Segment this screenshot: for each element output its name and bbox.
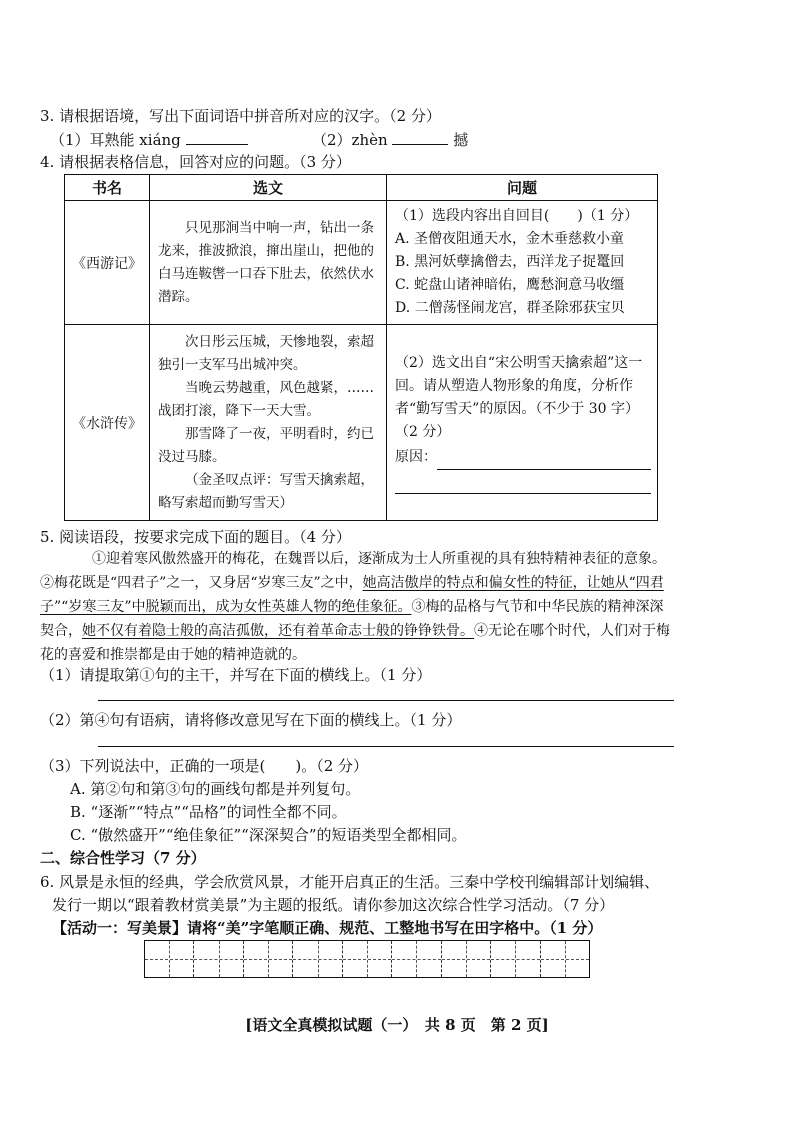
table-row <box>65 325 658 521</box>
grid-cell[interactable] <box>491 941 540 977</box>
grid-cell[interactable] <box>442 941 491 977</box>
passage-part-1: ①迎着寒风傲然盛开的梅花，在魏晋以后，逐渐成为士人所重视的具有独特精神表征的意象。②梅花既是“四君子”之一，又身居“岁寒三友”之中， <box>40 551 666 591</box>
q5-sub-3: （3）下列说法中，正确的一项是( )。（2 分） <box>40 757 369 775</box>
q6-line-2: 发行一期以“跟着教材赏美景”为主题的报纸。请你参加这次综合性学习活动。（7 分） <box>52 896 615 914</box>
grid-cell[interactable] <box>194 941 243 977</box>
option-a[interactable]: A. 圣僧夜阻通天水，金木垂慈救小童 <box>395 231 625 247</box>
excerpt-xiyouji <box>150 201 387 325</box>
q3-title: 3. 请根据语境，写出下面词语中拼音所对应的汉字。（2 分） <box>40 107 441 125</box>
header-excerpt: 选文 <box>150 175 387 201</box>
excerpt-para-3: 那雪降了一夜，平明看时，约已没过马膝。 <box>158 425 374 465</box>
q3-item-1 <box>50 130 248 150</box>
q5-option-b[interactable]: B. “逐渐”“特点”“品格”的词性全都不同。 <box>70 803 347 821</box>
question-2-text: （2）选文出自“宋公明雪天擒索超”这一回。请从塑造人物形象的角度，分析作者“勤写雪天”的原因。（不少于 30 字）（2 分） <box>395 354 643 440</box>
answer-line-q5-1[interactable] <box>98 700 674 701</box>
table-row <box>65 201 658 325</box>
passage-underline-1: 她高洁傲岸的特点和偏女性的特征，让她从“四君子”“岁寒三友”中脱颖而出，成为女性英雄人物的绝佳象征。 <box>40 575 664 615</box>
q3-item-1-text: （1）耳熟能 xiáng <box>50 131 181 149</box>
option-c[interactable]: C. 蛇盘山诸神暗佑，鹰愁涧意马收缰 <box>395 277 625 293</box>
answer-row <box>395 470 651 494</box>
table-header-row <box>65 175 658 201</box>
q3-item-2 <box>312 130 468 150</box>
grid-cell[interactable] <box>244 941 293 977</box>
grid-cell[interactable] <box>541 941 589 977</box>
excerpt-xiyouji-text: 只见那涧当中响一声，钻出一条龙来，推波掀浪，撺出崖山，把他的白马连鞍辔一口吞下肚去，依然伏水潜踪。 <box>158 219 374 305</box>
grid-cell[interactable] <box>392 941 441 977</box>
excerpt-para-1: 次日彤云压城，天惨地裂，索超独引一支军马出城冲突。 <box>158 333 374 373</box>
header-question: 问题 <box>387 175 658 201</box>
header-book: 书名 <box>65 175 150 201</box>
answer-line-q5-2[interactable] <box>98 746 674 747</box>
q3-item-2-text: （2）zhèn <box>312 131 388 149</box>
info-table <box>64 174 658 521</box>
excerpt-para-2: 当晚云势越重，风色越紧，……战团打滚，降下一天大雪。 <box>158 379 374 419</box>
q5-passage <box>40 547 674 667</box>
q5-option-c[interactable]: C. “傲然盛开”“绝佳象征”“深深契合”的短语类型全都相同。 <box>70 826 467 844</box>
q5-title: 5. 阅读语段，按要求完成下面的题目。（4 分） <box>40 528 351 546</box>
grid-cell[interactable] <box>145 941 194 977</box>
commentary: （金圣叹点评：写雪天擒索超，略写索超而勤写雪天） <box>158 471 374 511</box>
q4-title: 4. 请根据表格信息，回答对应的问题。（3 分） <box>40 153 351 171</box>
excerpt-shuihuzhuan <box>150 325 387 521</box>
book-shuihuzhuan: 《水浒传》 <box>65 325 150 521</box>
q3-blank-1[interactable] <box>186 130 248 145</box>
q5-option-a[interactable]: A. 第②句和第③句的画线句都是并列复句。 <box>70 780 361 798</box>
grid-cell[interactable] <box>293 941 342 977</box>
option-d[interactable]: D. 二僧荡怪闹龙宫，群圣除邪获宝贝 <box>395 300 625 316</box>
q6-line-1: 6. 风景是永恒的经典，学会欣赏风景，才能开启真正的生活。三秦中学校刊编辑部计划编辑、 <box>40 873 660 891</box>
answer-line-2[interactable] <box>395 470 651 494</box>
answer-row <box>395 446 651 470</box>
q5-sub-2: （2）第④句有语病，请将修改意见写在下面的横线上。（1 分） <box>40 711 462 729</box>
answer-line-1[interactable] <box>437 446 651 470</box>
question-shuihuzhuan <box>387 325 658 521</box>
section-2-title: 二、综合性学习（7 分） <box>40 849 206 867</box>
question-xiyouji <box>387 201 658 325</box>
tianzige-grid[interactable] <box>144 940 590 978</box>
page-footer: [语文全真模拟试题（一） 共 8 页 第 2 页] <box>245 1016 549 1034</box>
q3-blank-2[interactable] <box>392 130 448 145</box>
grid-cell[interactable] <box>343 941 392 977</box>
question-1-text: （1）选段内容出自回目( )（1 分） <box>395 208 639 224</box>
book-xiyouji: 《西游记》 <box>65 201 150 325</box>
q5-sub-1: （1）请提取第①句的主干，并写在下面的横线上。（1 分） <box>40 666 432 684</box>
q6-activity-1: 【活动一：写美景】请将“美”字笔顺正确、规范、工整地书写在田字格中。（1 分） <box>52 919 603 937</box>
q3-item-2-suffix: 撼 <box>453 131 469 149</box>
passage-part-2: ③梅的品格与气节和中华民族的精神深深契合， <box>40 599 664 639</box>
answer-label: 原因： <box>395 448 437 465</box>
passage-part-3: ④无论在哪个时代，人们对于梅花的喜爱和推崇都是由于她的精神造就的。 <box>40 623 670 663</box>
passage-underline-2: 她不仅有着隐士般的高洁孤傲，还有着革命志士般的铮铮铁骨。 <box>82 623 474 639</box>
option-b[interactable]: B. 黑河妖孽擒僧去，西洋龙子捉鼍回 <box>395 254 625 270</box>
